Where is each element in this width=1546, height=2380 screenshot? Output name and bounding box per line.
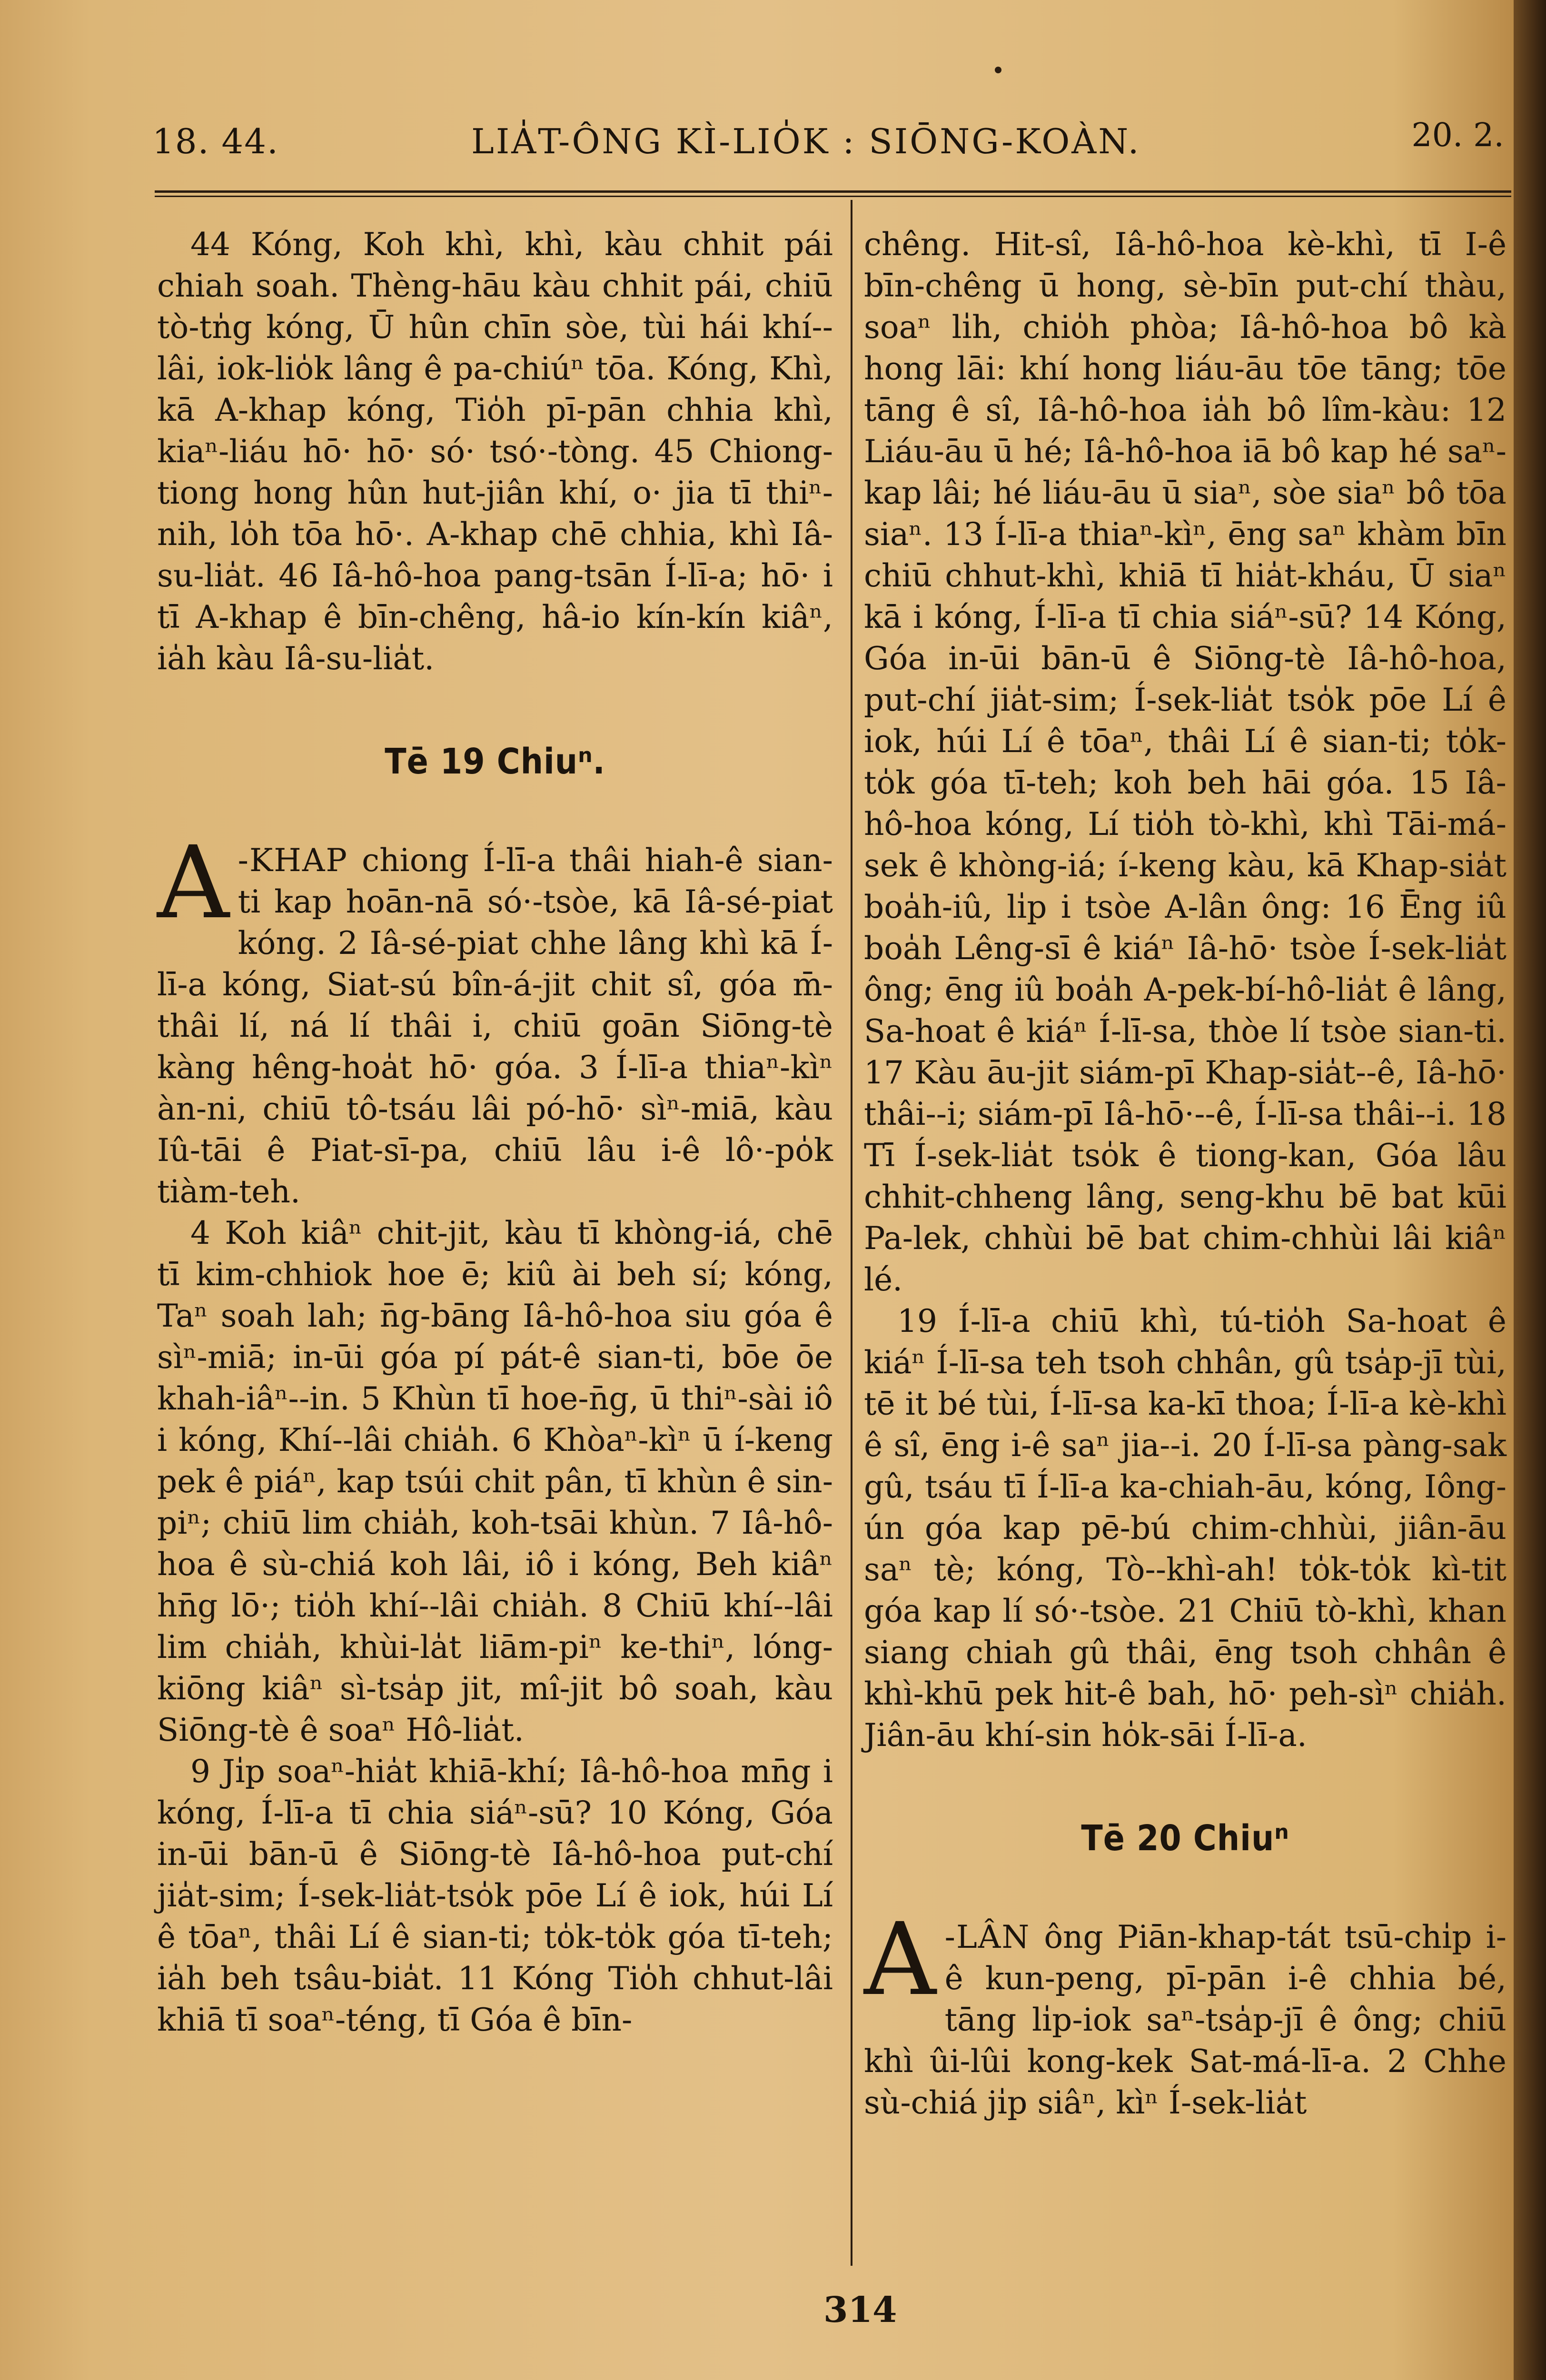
page-number: 314: [823, 2290, 897, 2330]
verse-text: chiong Í-lī-a thâi hiah-ê sian-ti kap hoān-nā só·-tsòe, kā Iâ-sé-piat kóng. 2 Iâ-sé-piat chhe lâng khì kā Í-lī-a kóng, Siat-sú bîn-á-jit chit sî, góa m̄-thâi lí, ná lí thâi i, chiū goān Siōng-tè kàng hêng-hoa̍t hō· góa. 3 Í-lī-a thiaⁿ-kìⁿ àn-ni, chiū tô-tsáu lâi pó-hō· sìⁿ-miā, kàu Iû-tāi ê Piat-sī-pa, chiū lâu i-ê lô·-po̍k tiàm-teh.: [157, 842, 833, 1210]
column-divider: [851, 200, 852, 2266]
left-column: [157, 224, 833, 2041]
chapter-opening-paragraph: [157, 824, 833, 1212]
lead-word: -LÂN: [944, 1919, 1031, 1955]
ink-dot: [995, 67, 1001, 73]
header-left-reference: 18. 44.: [152, 121, 279, 161]
verse-paragraph: 19 Í-lī-a chiū khì, tú-tio̍h Sa-hoat ê kiáⁿ Í-lī-sa teh tsoh chhân, gû tsa̍p-jī tùi, tē it bé tùi, Í-lī-sa ka-kī thoa; Í-lī-a kè-khì ê sî, ēng i-ê saⁿ jia--i. 20 Í-lī-sa pàng-sak gû, tsáu tī Í-lī-a ka-chiah-āu, kóng, Iông-ún góa kap pē-bú chim-chhùi, jiân-āu saⁿ tè; kóng, Tò--khì-ah! to̍k-to̍k kì-tit góa kap lí só·-tsòe. 21 Chiū tò-khì, khan siang chiah gû thâi, ēng tsoh chhân ê khì-khū pek hit-ê bah, hō· peh-sìⁿ chia̍h. Jiân-āu khí-sin ho̍k-sāi Í-lī-a.: [864, 1303, 1506, 1754]
lead-word: -KHAP: [238, 842, 348, 879]
verse-paragraph: chêng. Hit-sî, Iâ-hô-hoa kè-khì, tī I-ê bīn-chêng ū hong, sè-bīn put-chí thàu, soaⁿ li̍h, chio̍h phòa; Iâ-hô-hoa bô kà hong lāi: khí hong liáu-āu tōe tāng; tōe tāng ê sî, Iâ-hô-hoa ia̍h bô lîm-kàu: 12 Liáu-āu ū hé; Iâ-hô-hoa iā bô kap hé saⁿ-kap lâi; hé liáu-āu ū siaⁿ, sòe siaⁿ bô tōa siaⁿ. 13 Í-lī-a thiaⁿ-kìⁿ, ēng saⁿ khàm bīn chiū chhut-khì, khiā tī hia̍t-kháu, Ū siaⁿ kā i kóng, Í-lī-a tī chia siáⁿ-sū? 14 Kóng, Góa in-ūi bān-ū ê Siōng-tè Iâ-hô-hoa, put-chí jia̍t-sim; Í-sek-lia̍t tso̍k pōe Lí ê iok, húi Lí ê tōaⁿ, thâi Lí ê sian-ti; to̍k-to̍k góa tī-teh; koh beh hāi góa. 15 Iâ-hô-hoa kóng, Lí tio̍h tò-khì, khì Tāi-má-sek ê khòng-iá; í-keng kàu, kā Khap-sia̍t boa̍h-iû, li̍p i tsòe A-lân ông: 16 Ēng iû boa̍h Lêng-sī ê kiáⁿ Iâ-hō· tsòe Í-sek-lia̍t ông; ēng iû boa̍h A-pek-bí-hô-lia̍t ê lâng, Sa-hoat ê kiáⁿ Í-lī-sa, thòe lí tsòe sian-ti. 17 Kàu āu-jit siám-pī Khap-sia̍t--ê, Iâ-hō· thâi--i; siám-pī Iâ-hō·--ê, Í-lī-sa thâi--i. 18 Tī Í-sek-lia̍t tso̍k ê tiong-kan, Góa lâu chhit-chheng lâng, seng-khu bē bat kūi Pa-lek, chhùi bē bat chim-chhùi lâi kiâⁿ lé.: [864, 226, 1506, 1298]
verse-text: ông Piān-khap-tát tsū-chi̍p i-ê kun-peng, pī-pān i-ê chhia bé, tāng li̍p-iok saⁿ-tsa̍p-jī ê ông; chiū khì ûi-lûi kong-kek Sat-má-lī-a. 2 Chhe sù-chiá ji̍p siâⁿ, kìⁿ Í-sek-lia̍t: [864, 1919, 1506, 2121]
drop-cap: A: [864, 1901, 936, 2018]
header-right-reference: 20. 2.: [1411, 117, 1504, 154]
chapter-heading: Tē 20 Chiuⁿ: [1081, 1818, 1289, 1859]
drop-cap: A: [157, 824, 229, 941]
verse-paragraph: 4 Koh kiâⁿ chit-jit, kàu tī khòng-iá, chē tī kim-chhiok hoe ē; kiû ài beh sí; kóng, Taⁿ soah lah; n̄g-bāng Iâ-hô-hoa siu góa ê sìⁿ-miā; in-ūi góa pí pát-ê sian-ti, bōe ōe khah-iâⁿ--in. 5 Khùn tī hoe-n̄g, ū thiⁿ-sài iô i kóng, Khí--lâi chia̍h. 6 Khòaⁿ-kìⁿ ū í-keng pek ê piáⁿ, kap tsúi chit pân, tī khùn ê sin-piⁿ; chiū lim chia̍h, koh-tsāi khùn. 7 Iâ-hô-hoa ê sù-chiá koh lâi, iô i kóng, Beh kiâⁿ hn̄g lō·; tio̍h khí--lâi chia̍h. 8 Chiū khí--lâi lim chia̍h, khùi-la̍t liām-piⁿ ke-thiⁿ, lóng-kiōng kiâⁿ sì-tsa̍p jit, mî-jit bô soah, kàu Siōng-tè ê soaⁿ Hô-lia̍t.: [157, 1215, 833, 1748]
verse-paragraph: 44 Kóng, Koh khì, khì, kàu chhit pái chiah soah. Thèng-hāu kàu chhit pái, chiū tò-tn̍g kóng, Ū hûn chīn sòe, tùi hái khí--lâi, iok-lio̍k lâng ê pa-chiúⁿ tōa. Kóng, Khì, kā A-khap kóng, Tio̍h pī-pān chhia khì, kiaⁿ-liáu hō· hō· só· tsó·-tòng. 45 Chiong-tiong hong hûn hut-jiân khí, o· jia tī thiⁿ-nih, lo̍h tōa hō·. A-khap chē chhia, khì Iâ-su-lia̍t. 46 Iâ-hô-hoa pang-tsān Í-lī-a; hō· i tī A-khap ê bīn-chêng, hâ-io kín-kín kiâⁿ, ia̍h kàu Iâ-su-lia̍t.: [157, 226, 833, 677]
running-header: [152, 117, 1514, 174]
header-title: LIA̍T-ÔNG KÌ-LIO̍K : SIŌNG-KOÀN.: [471, 121, 1141, 161]
chapter-opening-paragraph: [864, 1901, 1506, 2123]
right-column: [864, 224, 1506, 2123]
book-edge: [1514, 0, 1546, 2380]
verse-paragraph: 9 Ji̍p soaⁿ-hia̍t khiā-khí; Iâ-hô-hoa mn̄g i kóng, Í-lī-a tī chia siáⁿ-sū? 10 Kóng, Góa in-ūi bān-ū ê Siōng-tè Iâ-hô-hoa put-chí jia̍t-sim; Í-sek-lia̍t-tso̍k pōe Lí ê iok, húi Lí ê tōaⁿ, thâi Lí ê sian-ti; to̍k-to̍k góa tī-teh; ia̍h beh tsâu-bia̍t. 11 Kóng Tio̍h chhut-lâi khiā tī soaⁿ-téng, tī Góa ê bīn-: [157, 1753, 833, 2038]
header-rule: [155, 190, 1511, 197]
chapter-heading: Tē 19 Chiuⁿ.: [385, 741, 605, 782]
